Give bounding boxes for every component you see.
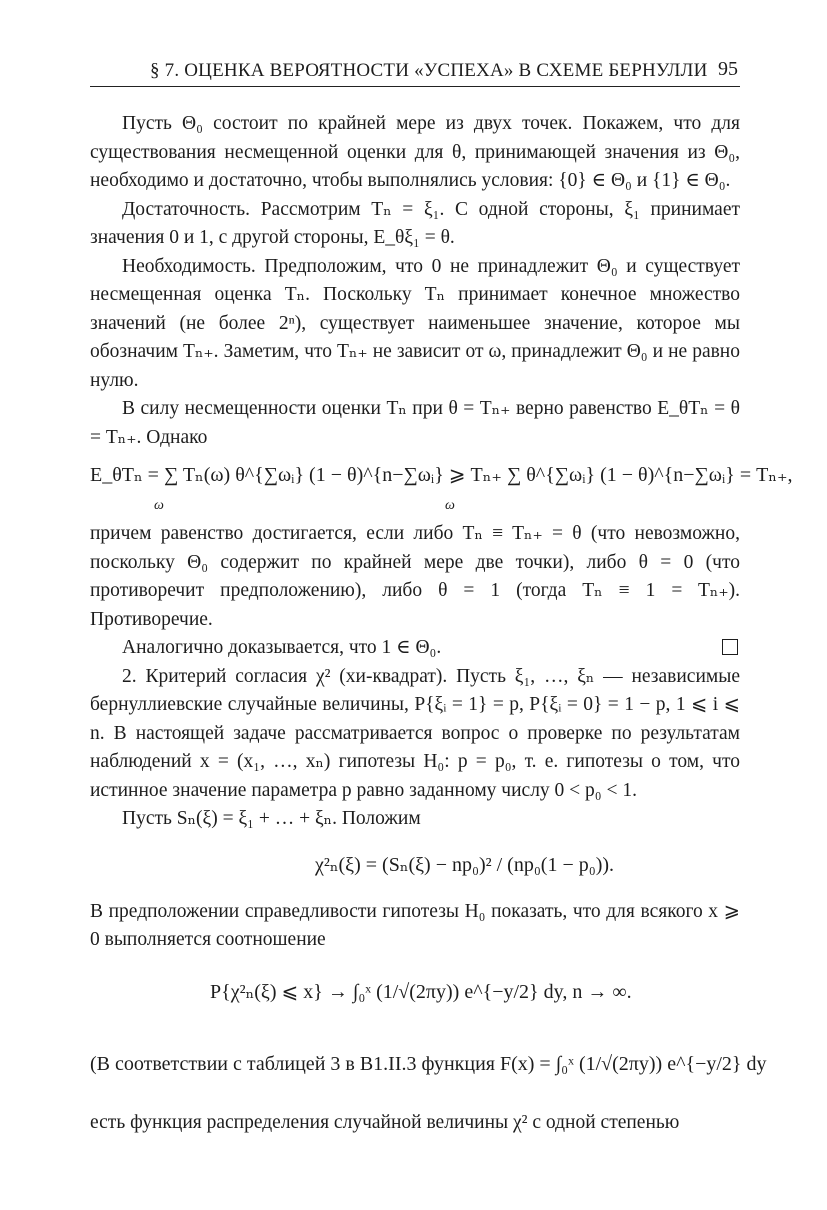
paragraph-distribution-description: есть функция распределения случайной величины χ² с одной степенью bbox=[90, 1111, 680, 1133]
paragraph-equality-condition: причем равенство достигается, если либо Tₙ ≡ Tₙ₊ = θ (что невозможно, поскольку Θ₀ содержит по крайней мере две точки), либо θ = 0 (что противоречит предположению), либо θ = 1 (тогда Tₙ ≡ 1 = Tₙ₊). Противоречие. bbox=[90, 523, 740, 630]
paragraph-necessity: Необходимость. Предположим, что 0 не принадлежит Θ₀ и существует несмещенная оценка Tₙ. Поскольку Tₙ принимает конечное множество значений (не более 2ⁿ), существует наименьшее значение, которое мы обозначим Tₙ₊. Заметим, что Tₙ₊ не зависит от ω, принадлежит Θ₀ и не равно нулю. bbox=[90, 255, 740, 391]
analogous-line bbox=[90, 634, 740, 663]
formula-expectation-text: E_θTₙ = ∑ Tₙ(ω) θ^{∑ωᵢ} (1 − θ)^{n−∑ωᵢ} ⩾ Tₙ₊ ∑ θ^{∑ωᵢ} (1 − θ)^{n−∑ωᵢ} = Tₙ₊, bbox=[90, 464, 793, 486]
paragraph-analogous: Аналогично доказывается, что 1 ∈ Θ₀. bbox=[122, 637, 442, 658]
header-rule bbox=[90, 86, 740, 87]
paragraph-hypothesis: В предположении справедливости гипотезы H₀ показать, что для всякого x ⩾ 0 выполняется соотношение bbox=[90, 900, 740, 950]
paragraph-chi-square-criterion: 2. Критерий согласия χ² (хи-квадрат). Пусть ξ₁, …, ξₙ — независимые бернуллиевские случайные величины, P{ξᵢ = 1} = p, P{ξᵢ = 0} = 1 − p, 1 ⩽ i ⩽ n. В настоящей задаче рассматривается вопрос о проверке по результатам наблюдений x = (x₁, …, xₙ) гипотезы H₀: p = p₀, т. е. гипотезы о том, что истинное значение параметра p равно заданному числу 0 < p₀ < 1. bbox=[90, 665, 740, 801]
formula-limit-text: P{χ²ₙ(ξ) ⩽ x} → ∫₀ˣ (1/√(2πy)) e^{−y/2} dy, n → ∞. bbox=[210, 980, 632, 1003]
formula-chi-square-definition bbox=[90, 842, 740, 898]
paragraph-unbiasedness: В силу несмещенности оценки Tₙ при θ = Tₙ₊ верно равенство E_θTₙ = θ = Tₙ₊. Однако bbox=[90, 398, 740, 448]
paragraph-theta0: Пусть Θ₀ состоит по крайней мере из двух точек. Покажем, что для существования несмещенной оценки для θ, принимающей значения из Θ₀, необходимо и достаточно, чтобы выполнялись условия: {0} ∈ Θ₀ и {1} ∈ Θ₀. bbox=[90, 113, 740, 191]
running-title: § 7. ОЦЕНКА ВЕРОЯТНОСТИ «УСПЕХА» В СХЕМЕ БЕРНУЛЛИ bbox=[150, 60, 708, 81]
page-header bbox=[90, 56, 740, 88]
formula-distribution-line bbox=[90, 1045, 767, 1109]
formula-expectation-inequality bbox=[90, 458, 793, 520]
formula-limit-relation bbox=[90, 967, 740, 1037]
qed-square-icon bbox=[722, 639, 738, 655]
paragraph-table-reference: (В соответствии с таблицей 3 в B1.II.3 функция bbox=[90, 1052, 495, 1075]
page-number: 95 bbox=[718, 58, 738, 80]
formula-distribution-function: F(x) = ∫₀ˣ (1/√(2πy)) e^{−y/2} dy bbox=[499, 1052, 767, 1075]
page-body bbox=[90, 110, 793, 1137]
paragraph-sufficiency: Достаточность. Рассмотрим Tₙ = ξ₁. С одной стороны, ξ₁ принимает значения 0 и 1, с другой стороны, E_θξ₁ = θ. bbox=[90, 198, 740, 248]
paragraph-sum-definition: Пусть Sₙ(ξ) = ξ₁ + … + ξₙ. Положим bbox=[122, 808, 421, 829]
formula-chi-square-text: χ²ₙ(ξ) = (Sₙ(ξ) − np₀)² / (np₀(1 − p₀)). bbox=[315, 853, 615, 876]
sum-index-right: ω bbox=[445, 498, 455, 513]
distribution-line-content bbox=[90, 1053, 767, 1076]
sum-index-left: ω bbox=[154, 498, 164, 513]
